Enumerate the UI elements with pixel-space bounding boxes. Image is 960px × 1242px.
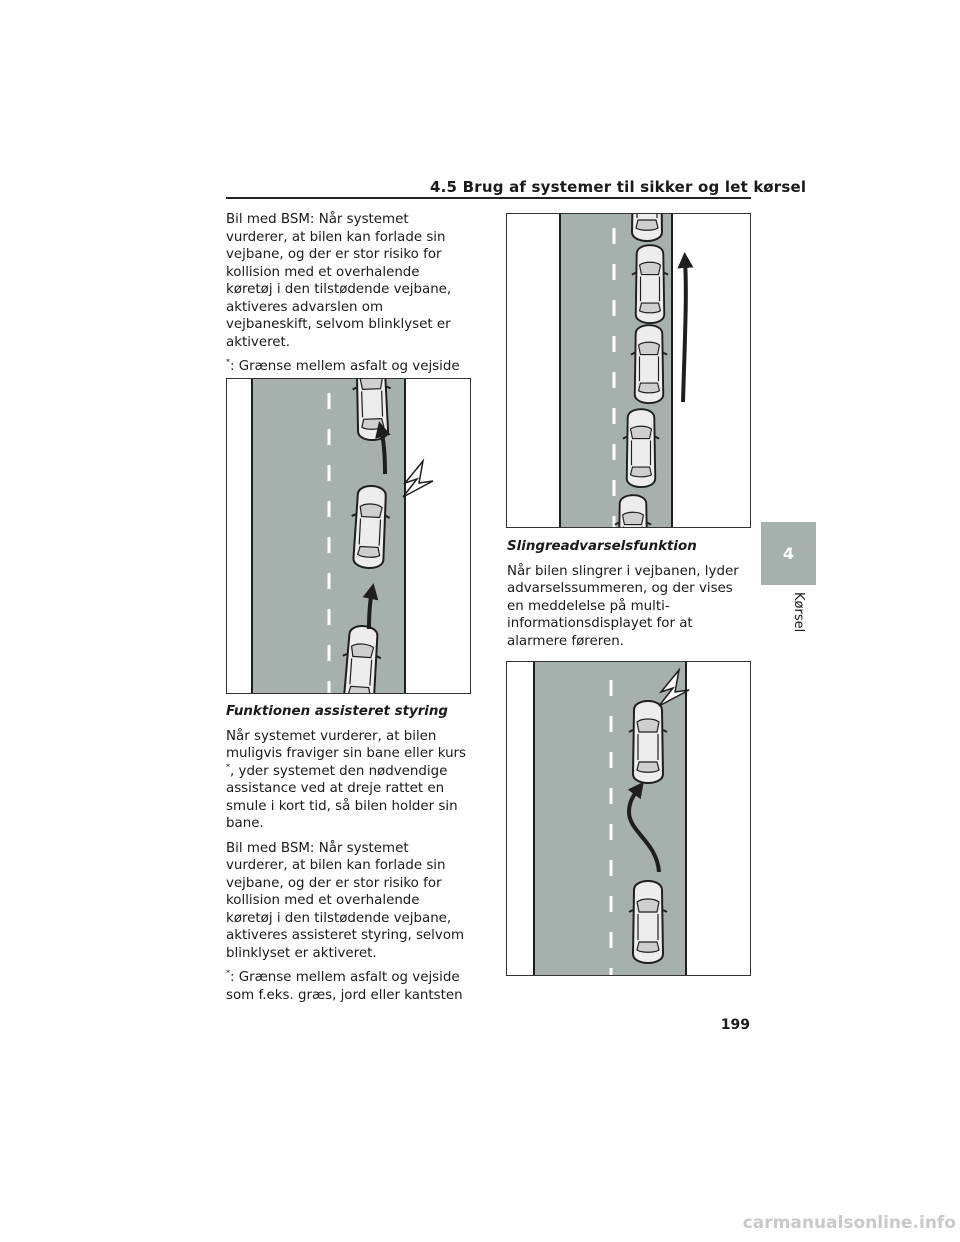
right-column-text [507,538,751,657]
footnote-2 [226,969,470,1004]
section-header-title: 4.5 Brug af systemer til sikker og let kørsel [430,178,807,196]
page-number: 199 [720,1017,750,1033]
left-column-bottom [226,703,470,1011]
swaying-car [629,701,667,783]
footnote-ref-mark: * [226,762,230,772]
car-lane-2 [631,325,667,403]
warning-lightning-icon [403,461,433,497]
chapter-number: 4 [782,544,795,563]
footnote-1-mark: * [226,357,230,367]
bsm-steering-paragraph: Bil med BSM: Når systemet vurderer, at bilen kan forlade sin vejbane, og der er stor risiko for kollision med et overhalende køretøj i den tilstødende vejbane, aktiveres assisteret styring, selvom blinklyset er aktiveret. [226,840,465,961]
footnote-2-text: : Grænse mellem asfalt og vejside som f.eks. græs, jord eller kantsten [226,970,463,1003]
sway-warning-figure [506,661,751,976]
sway-warning-heading: Slingreadvarselsfunktion [507,539,697,554]
lane-change-warning-figure [226,378,471,694]
car-ahead [352,379,393,441]
car-lane-4 [615,495,651,527]
header-divider [226,197,751,199]
chapter-label: Kørsel [791,592,806,633]
bsm-warning-paragraph: Bil med BSM: Når systemet vurderer, at bilen kan forlade sin vejbane, og der er stor risiko for kollision med et overhalende køretøj i den tilstødende vejbane, aktiveres advarslen om vejbaneskift, selvom blinklyset er aktiveret. [226,212,452,350]
watermark-text: carmanualsonline.info [742,1213,956,1233]
sway-warning-paragraph: Når bilen slingrer i vejbanen, lyder advarselssummeren, og der vises en meddelelse på multi-informationsdisplayet for at alarmere føreren. [507,563,739,649]
following-car [629,881,667,963]
footnote-1-text: : Grænse mellem asfalt og vejside [230,359,460,374]
car-lane-1 [632,245,668,323]
car-top [628,214,666,241]
overtaking-arrow [683,260,686,402]
overtaking-traffic-figure [506,213,751,528]
steering-assist-heading: Funktionen assisteret styring [226,704,449,719]
steering-assist-paragraph: Når systemet vurderer, at bilen muligvis fraviger sin bane eller kurs *, yder systemet den nødvendige assistance ved at dreje rattet en smule i kort tid, så bilen holder sin bane. [226,728,467,831]
car-lane-3 [623,409,659,487]
left-column-top [226,211,470,400]
footnote-2-mark: * [226,968,230,978]
chapter-tab[interactable] [761,522,816,585]
